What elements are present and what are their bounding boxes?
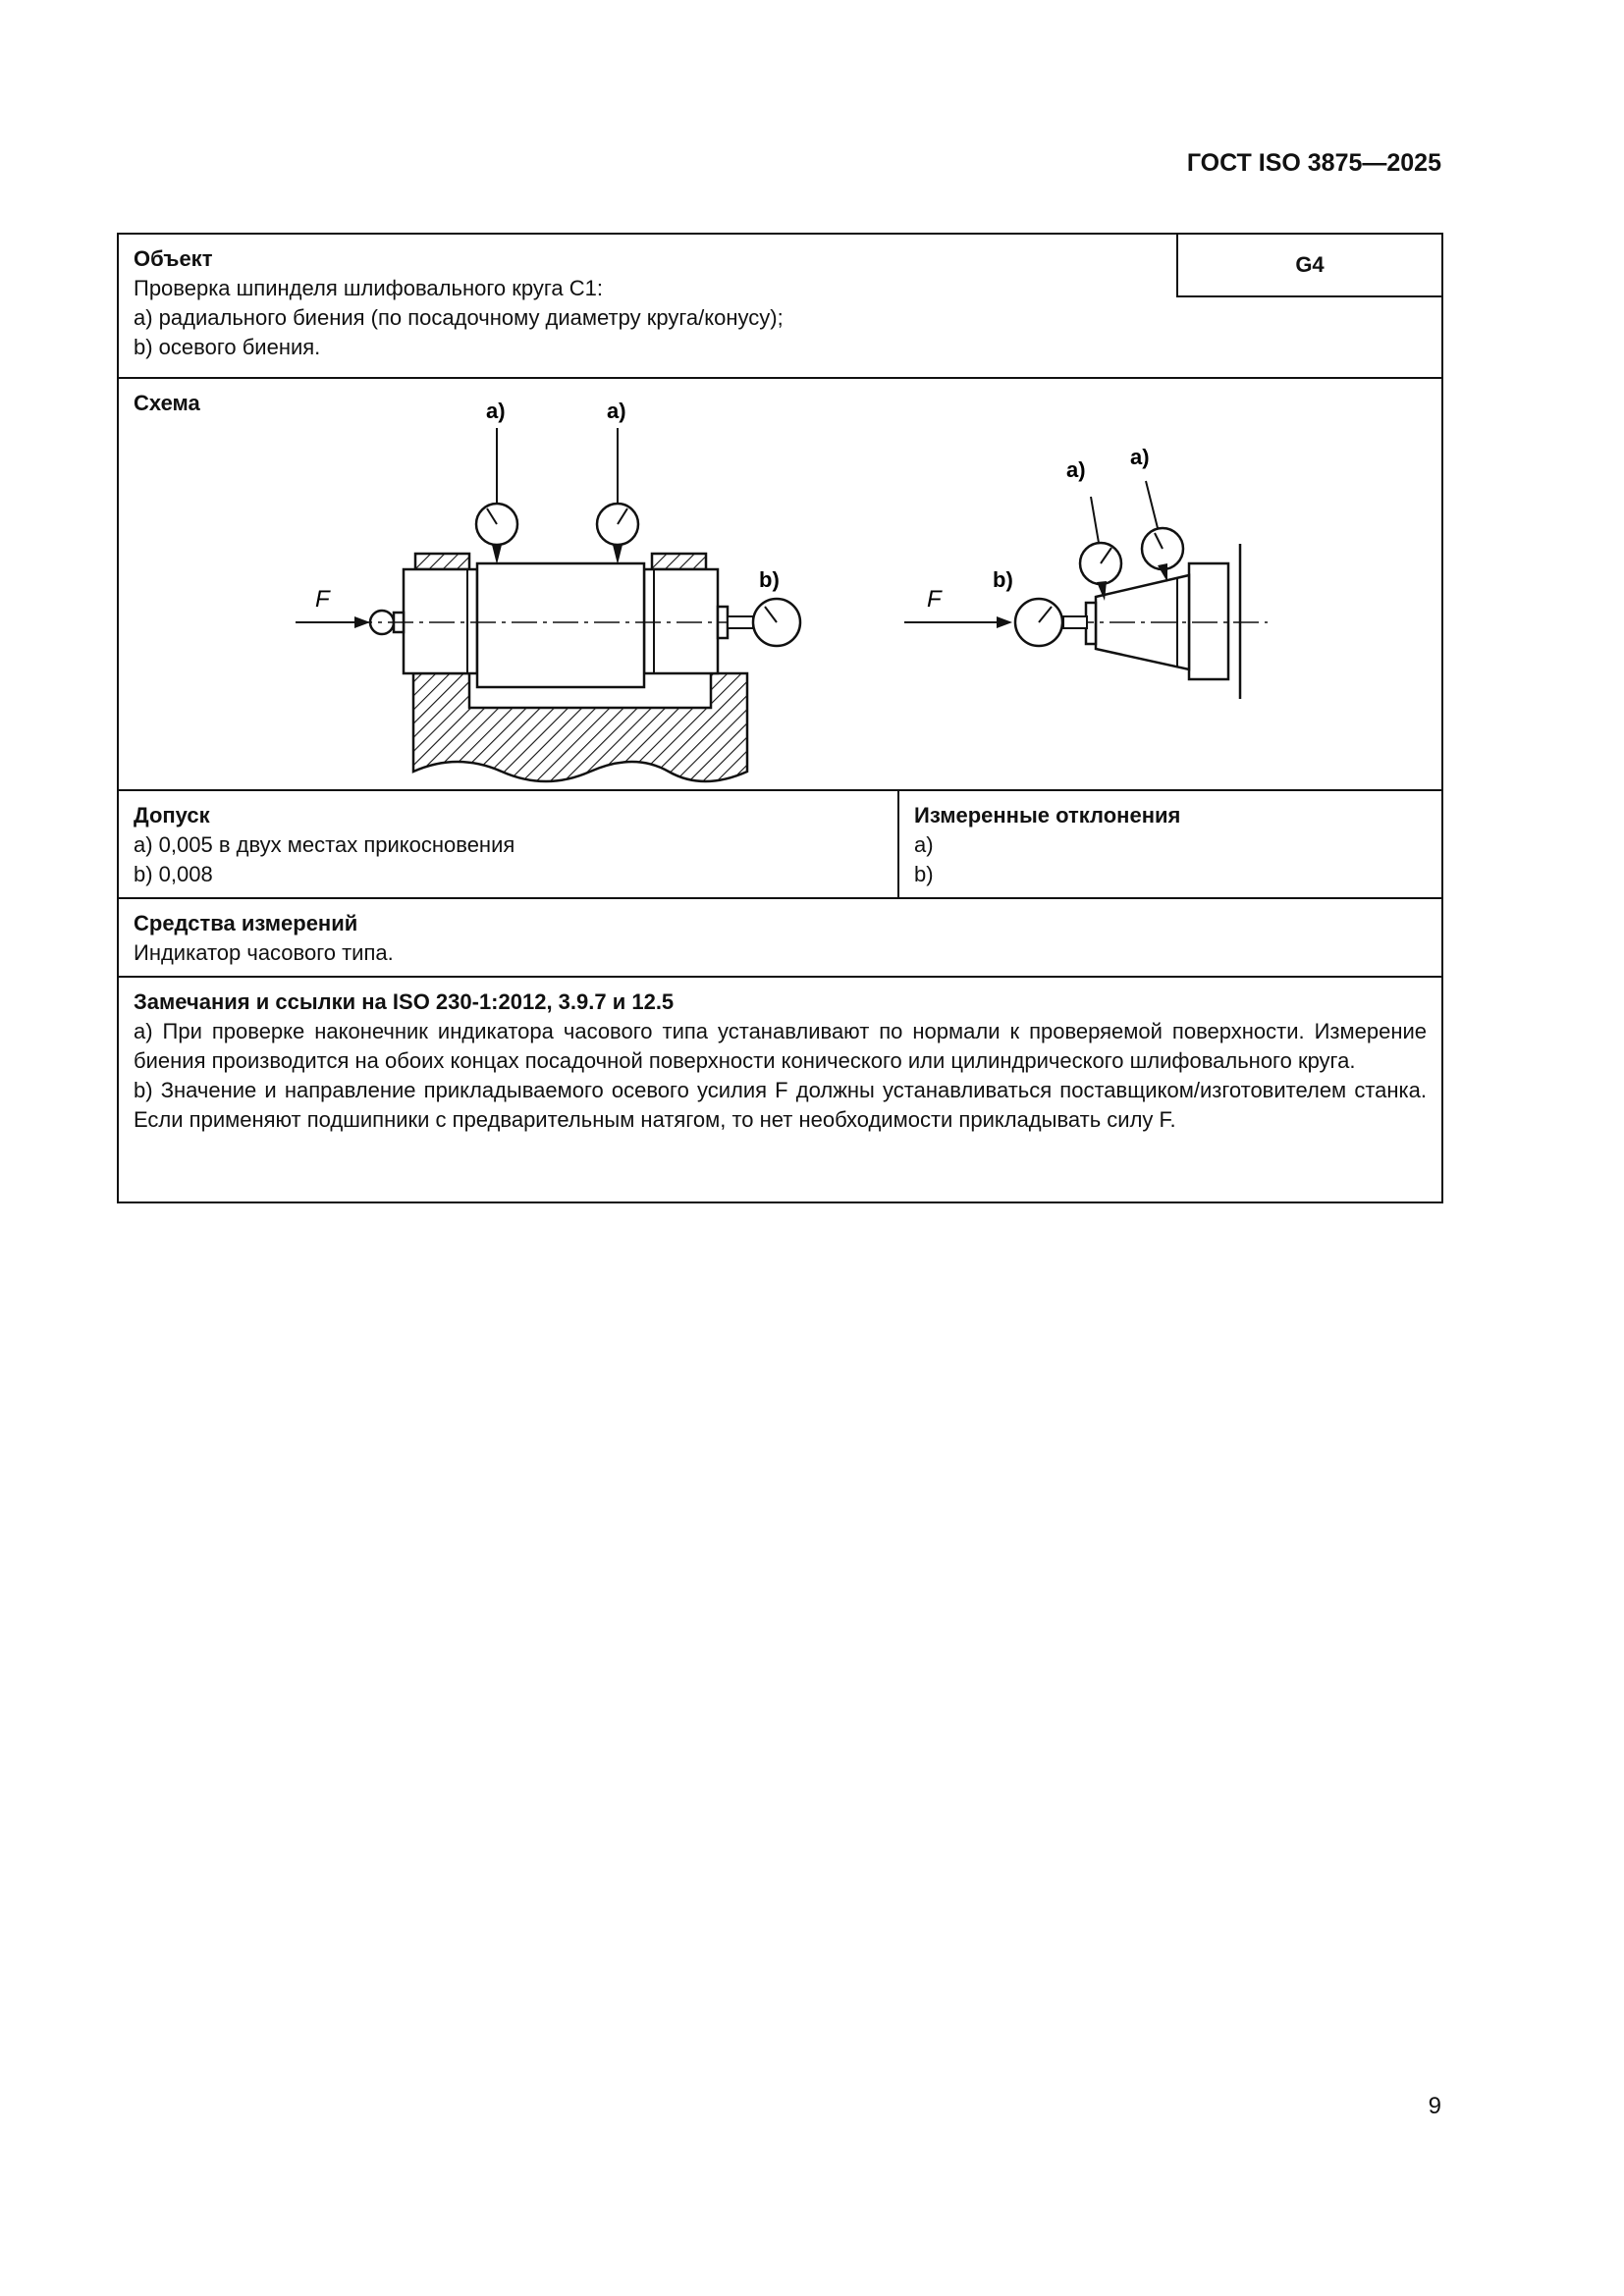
label-b-left: b) <box>759 567 780 592</box>
force-label-left: F <box>315 586 330 613</box>
object-line: Проверка шпинделя шлифовального круга C1: <box>134 276 603 300</box>
object-item-b: b) осевого биения. <box>134 335 321 359</box>
tools-heading: Средства измерений <box>134 911 358 935</box>
bearing-pad-left <box>415 554 469 569</box>
notes-heading: Замечания и ссылки на ISO 230-1:2012, 3.9.7 и 12.5 <box>134 989 675 1014</box>
label-a-3: а) <box>1066 457 1086 482</box>
wheel-flange <box>1189 563 1228 679</box>
force-label-right: F <box>927 586 942 613</box>
scheme-drawing <box>119 379 1441 791</box>
label-b-right: b) <box>993 567 1013 592</box>
tolerance-heading: Допуск <box>134 803 210 828</box>
page-number: 9 <box>1428 2093 1441 2119</box>
object-section <box>119 235 1441 377</box>
tolerance-b: b) 0,008 <box>134 862 213 886</box>
document-code: ГОСТ ISO 3875—2025 <box>1186 149 1441 177</box>
left-spindle-drawing <box>296 399 800 781</box>
label-a-4: а) <box>1130 445 1150 469</box>
bearing-pad-right <box>652 554 706 569</box>
measured-b: b) <box>914 862 934 886</box>
notes-section <box>119 976 1441 1201</box>
tolerance-section <box>119 789 1441 897</box>
bearing-right <box>644 569 718 673</box>
measured-heading: Измеренные отклонения <box>914 803 1181 828</box>
housing-hatched <box>413 673 747 781</box>
check-code: G4 <box>1176 235 1441 297</box>
object-heading: Объект <box>134 246 213 271</box>
label-a-2: а) <box>607 399 626 423</box>
bearing-left <box>404 569 477 673</box>
measured-a: а) <box>914 832 934 857</box>
tools-section <box>119 897 1441 976</box>
label-a-1: а) <box>486 399 506 423</box>
notes-a: а) При проверке наконечник индикатора часового типа устанавливают по нормали к проверяемой поверхности. Измерение биения производится на обоих концах посадочной поверхности конического или цилиндрического шлифовального круга. <box>134 1019 1427 1073</box>
check-sheet-table <box>117 233 1443 1203</box>
notes-b: b) Значение и направление прикладываемого осевого усилия F должны устанавливаться поставщиком/изготовителем станка. Если применяют подшипники с предварительным натягом, то нет необходимости прикладывать силу F. <box>134 1078 1427 1132</box>
spindle-body <box>477 563 644 687</box>
right-spindle-drawing <box>904 445 1268 699</box>
tools-text: Индикатор часового типа. <box>134 940 394 965</box>
scheme-heading: Схема <box>134 391 200 415</box>
object-item-a: а) радиального биения (по посадочному диаметру круга/конусу); <box>134 305 784 330</box>
tolerance-a: а) 0,005 в двух местах прикосновения <box>134 832 515 857</box>
scheme-section <box>119 377 1441 789</box>
